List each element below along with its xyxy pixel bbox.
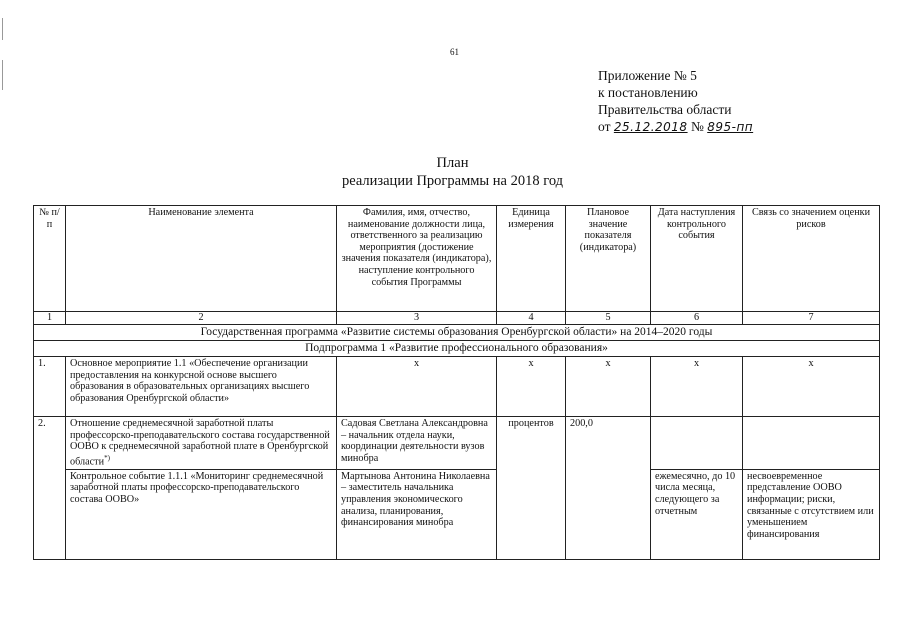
row-number: 2.: [34, 417, 66, 560]
header-cell: Фамилия, имя, отчество, наименование должности лица, ответственного за реализацию мероприятия (достижение значения показателя (индикатора), наступление контрольного события Программы: [337, 206, 497, 312]
element-name: Основное мероприятие 1.1 «Обеспечение организации предоставления на конкурсной основе высшего образования в образовательных организациях высшего образования Оренбургской области»: [66, 357, 337, 417]
element-name-text: Отношение среднемесячной заработной платы профессорско-преподавательского состава государственной ООВО к среднемесячной заработной плате в Оренбургской области: [70, 418, 330, 468]
program-title: Государственная программа «Развитие системы образования Оренбургской области» на 2014–2020 годы: [34, 325, 880, 341]
header-cell: Плановое значение показателя (индикатора): [566, 206, 651, 312]
header-cell: Наименование элемента: [66, 206, 337, 312]
row-number: 1.: [34, 357, 66, 417]
table-row: [34, 357, 880, 417]
header-row: [34, 206, 880, 312]
appendix-date-line: [598, 118, 753, 136]
risk-link: х: [743, 357, 880, 417]
event-date: [651, 417, 743, 470]
scan-edge-mark: [2, 60, 3, 90]
planned-value: х: [566, 357, 651, 417]
column-number: 3: [337, 312, 497, 325]
column-number: 1: [34, 312, 66, 325]
element-name: [66, 417, 337, 470]
header-cell: Единица измерения: [497, 206, 566, 312]
header-cell: Дата наступления контрольного события: [651, 206, 743, 312]
table-row: [34, 417, 880, 470]
column-number-row: [34, 312, 880, 325]
handwritten-number: 895-пп: [707, 120, 754, 134]
plan-table: [33, 205, 880, 560]
subprogram-title: Подпрограмма 1 «Развитие профессионального образования»: [34, 341, 880, 357]
column-number: 4: [497, 312, 566, 325]
page-number: 61: [450, 47, 459, 57]
event-date: ежемесячно, до 10 числа месяца, следующего за отчетным: [651, 469, 743, 559]
risk-link: несвоевременное представление ООВО информации; риски, связанные с отсутствием или уменьшением финансирования: [743, 469, 880, 559]
document-subtitle: реализации Программы на 2018 год: [341, 173, 564, 189]
risk-link: [743, 417, 880, 470]
program-row: [34, 325, 880, 341]
appendix-line: к постановлению: [598, 85, 698, 100]
header-cell: Связь со значением оценки рисков: [743, 206, 880, 312]
appendix-line: Приложение № 5: [598, 68, 697, 83]
unit: х: [497, 357, 566, 417]
responsible-person: Садовая Светлана Александровна – начальник отдела науки, координации деятельности вузов минобра: [337, 417, 497, 470]
date-prefix: от: [598, 119, 611, 134]
footnote-mark: *): [104, 453, 110, 462]
header-cell: № п/п: [34, 206, 66, 312]
responsible-person: х: [337, 357, 497, 417]
scan-edge-mark: [2, 18, 3, 40]
table-row: [34, 469, 880, 559]
element-name: Контрольное событие 1.1.1 «Мониторинг среднемесячной заработной платы профессорско-преподавательского состава ООВО»: [66, 469, 337, 559]
handwritten-date: 25.12.2018: [613, 120, 688, 134]
responsible-person: Мартынова Антонина Николаевна – заместитель начальника управления экономического анализа, планирования, финансирования минобра: [337, 469, 497, 559]
document-title: План: [436, 155, 469, 171]
column-number: 2: [66, 312, 337, 325]
column-number: 7: [743, 312, 880, 325]
unit: процентов: [497, 417, 566, 560]
appendix-line: Правительства области: [598, 102, 732, 117]
subprogram-row: [34, 341, 880, 357]
column-number: 6: [651, 312, 743, 325]
appendix-block: [598, 67, 753, 136]
number-prefix: №: [690, 119, 704, 134]
column-number: 5: [566, 312, 651, 325]
planned-value: 200,0: [566, 417, 651, 560]
event-date: х: [651, 357, 743, 417]
